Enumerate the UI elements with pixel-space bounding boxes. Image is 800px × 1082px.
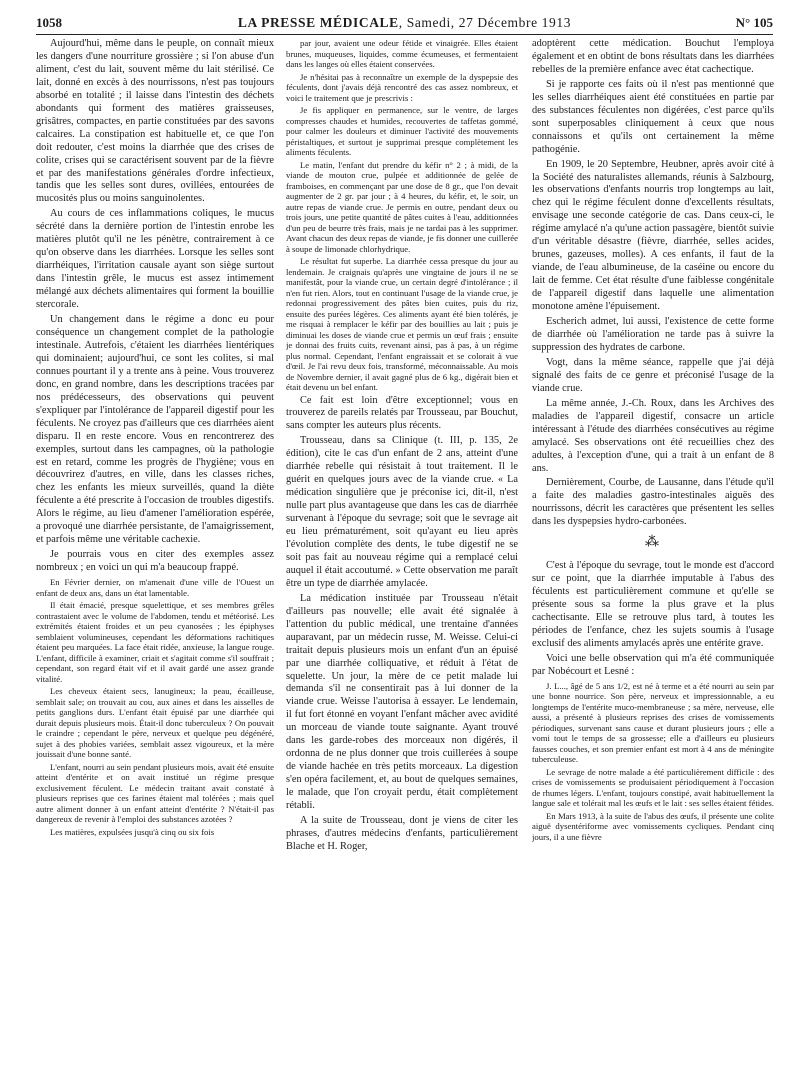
journal-title: [36, 15, 773, 31]
paragraph: Je fis appliquer en permanence, sur le ventre, de larges compresses chaudes et humides, recouvertes de taffetas gommé, pour calmer les douleurs et diminuer l'activité des mouvements péristaltiques, et surtout je supprimai presque complètement les aliments féculents.: [286, 105, 518, 157]
column-3-top: [532, 38, 774, 529]
page-header: [36, 12, 773, 35]
paragraph: La médication instituée par Trousseau n'était d'ailleurs pas nouvelle; elle avait été signalée à l'attention du public médical, une trentaine d'années auparavant, par un médecin russe, M. Weisse. Celui-ci traitait depuis plusieurs mois un enfant d'un an épuisé par une diarrhée colliquative, et réduit à l'état de squelette. Un jour, la mère de ce petit malade lui demanda s'il ne consentirait pas à lui donner de la viande crue. Weisse l'autorisa à essayer. Le lendemain, il fut fort étonné en voyant l'enfant mâcher avec avidité un morceau de viande toute saignante. Ayant trouvé dans les garde-robes des morceaux non digérés, il ordonna de ne plus donner que trois cuillerées à soupe de viande hachée en très petits morceaux. La digestion s'en opéra facilement, et, au bout de quelques semaines, le malade, que l'on croyait perdu, était complètement rétabli.: [286, 592, 518, 812]
column-1: [36, 38, 274, 1078]
paragraph: A la suite de Trousseau, dont je viens de citer les phrases, d'autres médecins d'enfants, particulièrement Blache et H. Roger,: [286, 815, 518, 852]
paragraph: Le matin, l'enfant dut prendre du kéfir n° 2 ; à midi, de la viande de mouton crue, pulpée et additionnée de gelée de framboises, en commençant par une dose de 8 gr., que l'on devait augmenter de 2 gr. par jour ; à 4 heures, du kéfir, et, le soir, un autre repas de viande crue. Je permis en outre, pendant deux ou trois jours, une petite quantité de pâtes cuites à l'eau, additionnées d'un peu de beurre très frais, mais je ne tardai pas à les supprimer. Avant chacun des deux repas de viande, je fis donner une cuillerée à soupe de limonade chlorhydrique.: [286, 159, 518, 254]
issue-date: , Samedi, 27 Décembre 1913: [398, 15, 572, 30]
paragraph: En Mars 1913, à la suite de l'abus des œufs, il présente une colite aiguë dysentériforme avec vomissements cycliques. Pendant cinq jours, il a une fièvre: [532, 810, 774, 842]
paragraph: Le sevrage de notre malade a été particulièrement difficile : des crises de vomissements se produisaient périodiquement à l'occasion de rhumes légers. L'enfant, toujours constipé, avait habituellement la langue sale et tolérait mal les œufs et le lait : ses selles étaient fétides.: [532, 766, 774, 809]
paragraph: Dernièrement, Courbe, de Lausanne, dans l'étude qu'il a faite des maladies gastro-intestinales aiguës des nourrissons, décrit les caractères que présentent les selles dans les dyspepsies hydro-carbonées.: [532, 477, 774, 528]
paragraph: Les matières, expulsées jusqu'à cinq ou six fois: [50, 826, 215, 837]
paragraph: J. L..., âgé de 5 ans 1/2, est né à terme et a été nourri au sein par une bonne nourrice. Son père, nerveux et impressionnable, a eu longtemps de l'entérite muco-membraneuse ; sa mère, nerveuse, elle aussi, a présenté à plusieurs reprises des crises de vomissements périodiques, survenant sans cause et durant plusieurs jours ; elle a vomi tout le temps de sa grossesse; elle a d'ailleurs eu plusieurs fausses couches, et son premier enfant est mort à 4 ans de méningite tuberculeuse.: [532, 680, 774, 765]
paragraph: Les cheveux étaient secs, lanugineux; la peau, écailleuse, semblait sale; on trouvait au cou, aux aines et dans les aisselles de petits ganglions durs. L'enfant était épuisé par une diarrhée qui durait depuis plusieurs mois. Était-il donc tuberculeux ? On pouvait le craindre ; cependant le père, nerveux et quelque peu dégénéré, sujet à des phobies variées, semblait assez vigoureux, et la mère jouissait d'une bonne santé.: [36, 686, 274, 760]
paragraph: Le résultat fut superbe. La diarrhée cessa presque du jour au lendemain. Je craignais qu'après une vingtaine de jours il ne se manifestât, pour la viande crue, un certain degré d'intolérance ; il n'en fut rien. Alors, tout en continuant l'usage de la viande crue, je redonnai progressivement des pâtes bien cuites, puis du riz, ensuite des purées légères. Ces aliments ayant été bien tolérés, je me risquai à remplacer le kéfir par des bouillies au lait ; puis je diminuai les doses de viande crue et permis un œuf frais ; ensuite je donnai des fruits cuits, revenant ainsi, pas à pas, à un régime plus normal. Cependant, l'enfant engraissait et se colorait à vue d'œil. Je l'ai revu deux fois, transformé, méconnaissable. Au mois de Novembre dernier, il avait gagné plus de 6 kg., digérait bien et était devenu un bel enfant.: [286, 256, 518, 392]
paragraph: Il était émacié, presque squelettique, et ses membres grêles contrastaient avec le volume de l'abdomen, tendu et météorisé. Les extrémités étaient froides et un peu cyanosées ; les épiphyses semblaient volumineuses, cependant les déformations rachitiques étaient peu marquées. La face était ridée, anxieuse, la langue rouge. L'enfant, difficile à examiner, criait et s'agitait comme s'il souffrait ; cependant, son regard était vif et il avait gardé une assez grande vitalité.: [36, 600, 274, 684]
paragraph: Si je rapporte ces faits où il n'est pas mentionné que les selles diarrhéiques aient été constituées en partie par des substances féculentes non digérées, c'est parce qu'ils sont superposables cliniquement à ceux que nous connaissons et qu'ils ont certainement la même pathogénie.: [532, 78, 774, 155]
paragraph: par jour, avaient une odeur fétide et vinaigrée. Elles étaient brunes, muqueuses, liquides, comme écumeuses, et fermentaient dans les langes où elles étaient conservées.: [286, 38, 518, 69]
section-separator: ⁂: [645, 535, 661, 551]
paragraph: L'enfant, nourri au sein pendant plusieurs mois, avait été ensuite atteint d'entérite et on avait institué un régime presque exclusivement féculent. Le médecin traitant avait constaté à plusieurs reprises que ces farines étaient mal tolérées ; mais quel autre aliment donner à un enfant atteint d'entérite ? N'était-il pas dangereux de revenir à l'emploi des substances azotées ?: [36, 761, 274, 825]
paragraph: Un changement dans le régime a donc eu pour conséquence un changement complet de la pathologie intestinale. Autrefois, c'étaient les diarrhées lientériques qui dominaient; aujourd'hui, ce sont les colites, si mal connues pourtant il y a trente ans à peine. Vous trouverez donc, en grand nombre, dans les descriptions tracées par nos prédécesseurs, des observations qui peuvent s'expliquer par l'intolérance de l'appareil digestif pour les féculents. Ne croyez pas d'ailleurs que ces diarrhées aient disparu. Il en reste encore. Vous en rencontrerez des exemples, surtout dans les campagnes, où la pathologie est en retard, comme les progrès de l'hygiène; vous en découvrirez d'autres, en ville, dans les classes riches, chez les enfants les mieux surveillés, quand la diète féculente a été prescrite à l'occasion de troubles digestifs. Alors le régime, au lieu d'amener l'amélioration espérée, a provoqué une diarrhée persistante, de l'amaigrissement, et parfois même une véritable cachexie.: [36, 314, 274, 546]
paragraph: Je pourrais vous en citer des exemples assez nombreux ; en voici un qui m'a beaucoup frappé.: [36, 549, 274, 574]
page-number: 1058: [36, 15, 62, 30]
journal-name: LA PRESSE MÉDICALE: [237, 15, 399, 30]
paragraph: Voici une belle observation qui m'a été communiquée par Nobécourt et Lesné :: [532, 652, 774, 677]
column-3-bottom: [532, 560, 774, 842]
paragraph: C'est à l'époque du sevrage, tout le monde est d'accord sur ce point, que la diarrhée imputable à l'abus des féculents est particulièrement commune et qu'elle se présente sous sa forme la plus grave et la plus cachectisante. Elle se retrouve plus tard, à toutes les périodes de l'enfance, chez les sujets soumis à l'usage exclusif des aliments amylacés après une entérite grave.: [532, 560, 774, 649]
paragraph: Vogt, dans la même séance, rappelle que j'ai déjà signalé des faits de ce genre et préconisé l'usage de la viande crue.: [532, 356, 774, 394]
paragraph: En 1909, le 20 Septembre, Heubner, après avoir cité à la Société des naturalistes allemands, réunis à Salzbourg, les observations d'enfants nourris trop longtemps au lait, chez qui le régime féculent donne d'excellents résultats, envisage une seconde catégorie de cas. Dans ceux-ci, le régime amylacé n'a qu'une action passagère, bientôt suivie d'un véritable désastre (fièvre, diarrhée, selles acides, brunes, gazeuses, molles). A ces enfants, il faut de la viande, de l'eau albumineuse, de la caséine ou encore du lait de femme. Cet état résulte d'une faiblesse congénitale de l'appareil digestif dans laquelle une alimentation monotone amène l'épuisement.: [532, 158, 774, 313]
paragraph: En Février dernier, on m'amenait d'une ville de l'Ouest un enfant de deux ans, dans un état lamentable.: [36, 577, 274, 598]
column-2: [286, 38, 518, 1078]
paragraph: La même année, J.-Ch. Roux, dans les Archives des maladies de l'appareil digestif, consacre un article intéressant à l'étude des diarrhées consécutives au régime amylacé. Ses observations ont été recueillies chez des adultes, à l'exception d'une, qui a trait à un enfant de 8 ans.: [532, 397, 774, 474]
paragraph: adoptèrent cette médication. Bouchut l'employa également et en obtint de bons résultats dans les diarrhées rebelles de la première enfance avec état cachectique.: [532, 38, 774, 75]
column-3: [532, 38, 774, 1078]
paragraph: Ce fait est loin d'être exceptionnel; vous en trouverez de pareils relatés par Trousseau, par Bouchut, sans compter les auteurs plus récents.: [286, 394, 518, 432]
paragraph: Escherich admet, lui aussi, l'existence de cette forme de diarrhée où l'amélioration ne tarde pas à suivre la suppression des hydrates de carbone.: [532, 316, 774, 353]
paragraph: Trousseau, dans sa Clinique (t. III, p. 135, 2e édition), cite le cas d'un enfant de 2 ans, atteint d'une diarrhée rebelle qui résistait à tout traitement. Il le guérit en quelques jours avec de la viande crue. « La médication singulière que je préconise ici, dit-il, n'est nulle part plus avantageuse que dans les cas de diarrhée survenant à l'époque du sevrage; soit que le sevrage ait eu lieu prématurément, soit qu'ayant eu lieu après l'évolution complète des dents, le tube digestif ne se soit pas fait au nouveau régime qui a remplacé celui auquel il était accoutumé. » Cette observation me paraît être un type de diarrhée amylacée.: [286, 435, 518, 589]
paragraph: Aujourd'hui, même dans le peuple, on connaît mieux les dangers d'une nourriture grossière ; si l'on abuse d'un aliment, c'est du lait, souvent même du lait stérilisé. Ce lait, donné en excès à des nourrissons, n'est pas toujours absorbé en totalité ; il laisse dans l'intestin des déchets abondants qui forment des matières graisseuses, grisâtres, compactes, en partie constituées par des savons calcaires. La constipation est habituelle et, ce que l'on doit redouter, c'est moins la diarrhée que des crises de colite, crises qui se caractérisent souvent par de la fièvre et par des manifestations générales d'ordre infectieux, tandis que les selles sont dures, ovillées, entourées de mucosités plus ou moins sanguinolentes.: [36, 38, 274, 205]
paragraph: Au cours de ces inflammations coliques, le mucus sécrété dans la dernière portion de l'intestin enrobe les matières plutôt qu'il ne les pénètre, contrairement à ce qu'on observe dans les diarrhées. Lorsque les selles sont diarrhéiques, l'irritation causale ayant son siège surtout dans l'intestin grêle, le mucus est assez intimement mélangé aux déchets alimentaires qui forment la bouillie stercorale.: [36, 208, 274, 311]
issue-number: N° 105: [735, 15, 773, 30]
paragraph: Je n'hésitai pas à reconnaître un exemple de la dyspepsie des féculents, dont j'avais déjà rencontré des cas assez nombreux, et voici le traitement que je prescrivis :: [286, 71, 518, 103]
